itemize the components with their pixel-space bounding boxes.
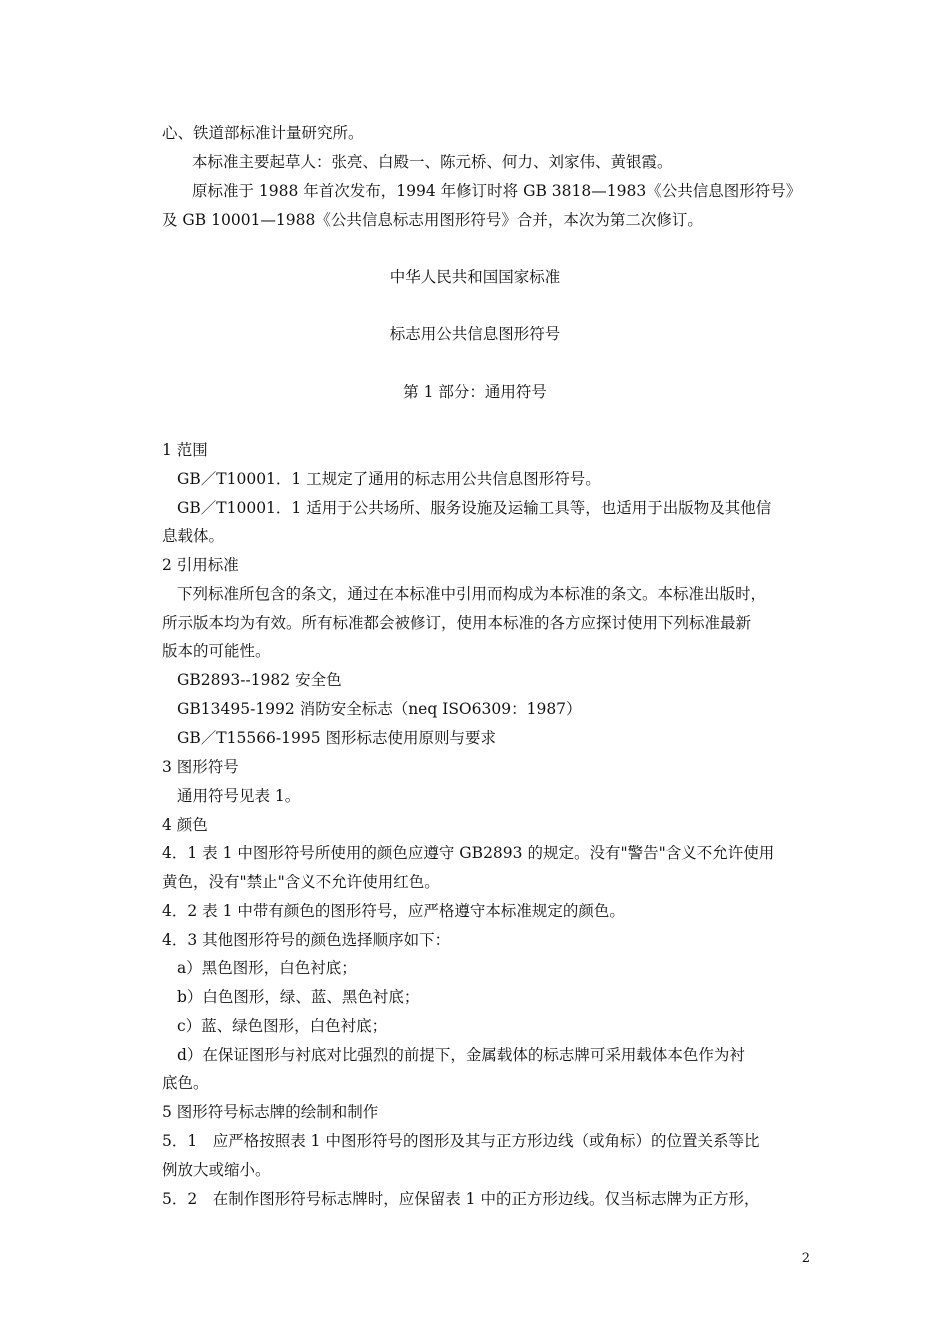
reference-item: GB／T15566-1995 图形标志使用原则与要求 <box>177 729 497 747</box>
text-line: 通用符号见表 1。 <box>177 787 301 805</box>
list-item: d）在保证图形与衬底对比强烈的前提下，金属载体的标志牌可采用载体本色作为衬 <box>177 1046 745 1064</box>
section-heading: 4 颜色 <box>162 816 208 834</box>
document-title: 标志用公共信息图形符号 <box>389 325 561 343</box>
text-line: 心、铁道部标准计量研究所。 <box>162 124 364 142</box>
text-line: 黄色，没有"禁止"含义不允许使用红色。 <box>162 873 440 891</box>
reference-item: GB2893--1982 安全色 <box>177 671 342 689</box>
reference-item: GB13495-1992 消防安全标志（neq ISO6309：1987） <box>177 700 582 718</box>
text-line: 4．1 表 1 中图形符号所使用的颜色应遵守 GB2893 的规定。没有"警告"含义不允许使用 <box>162 844 775 862</box>
text-line: 4．3 其他图形符号的颜色选择顺序如下： <box>162 931 451 949</box>
section-heading: 1 范围 <box>162 441 208 459</box>
part-title: 第 1 部分：通用符号 <box>403 383 547 401</box>
text-line: 5．1 应严格按照表 1 中图形符号的图形及其与正方形边线（或角标）的位置关系等比 <box>162 1132 760 1150</box>
text-line: 所示版本均为有效。所有标准都会被修订，使用本标准的各方应探讨使用下列标准最新 <box>162 614 752 632</box>
text-line: 5．2 在制作图形符号标志牌时，应保留表 1 中的正方形边线。仅当标志牌为正方形， <box>162 1190 760 1208</box>
list-item: b）白色图形，绿、蓝、黑色衬底； <box>177 988 420 1006</box>
text-line: 本标准主要起草人：张亮、白殿一、陈元桥、何力、刘家伟、黄银霞。 <box>192 153 673 171</box>
text-line: GB／T10001．1 适用于公共场所、服务设施及运输工具等，也适用于出版物及其他信 <box>177 499 772 517</box>
text-line: 原标准于 1988 年首次发布，1994 年修订时将 GB 3818—1983《公共信息图形符号》 <box>192 182 802 200</box>
text-line: 下列标准所包含的条文，通过在本标准中引用而构成为本标准的条文。本标准出版时， <box>177 585 767 603</box>
text-line: 4．2 表 1 中带有颜色的图形符号，应严格遵守本标准规定的颜色。 <box>162 902 625 920</box>
text-line: GB／T10001．1 工规定了通用的标志用公共信息图形符号。 <box>177 470 601 488</box>
list-item: a）黑色图形，白色衬底； <box>177 959 357 977</box>
list-item: c）蓝、绿色图形，白色衬底； <box>177 1017 388 1035</box>
section-heading: 3 图形符号 <box>162 758 239 776</box>
text-line: 版本的可能性。 <box>162 642 271 660</box>
page-number: 2 <box>801 1251 810 1266</box>
text-line: 息载体。 <box>162 527 225 545</box>
section-heading: 5 图形符号标志牌的绘制和制作 <box>162 1103 379 1121</box>
section-heading: 2 引用标准 <box>162 556 239 574</box>
text-line: 底色。 <box>162 1074 209 1092</box>
text-line: 及 GB 10001—1988《公共信息标志用图形符号》合并，本次为第二次修订。 <box>162 211 703 229</box>
standard-heading: 中华人民共和国国家标准 <box>389 268 561 286</box>
text-line: 例放大或缩小。 <box>162 1161 271 1179</box>
